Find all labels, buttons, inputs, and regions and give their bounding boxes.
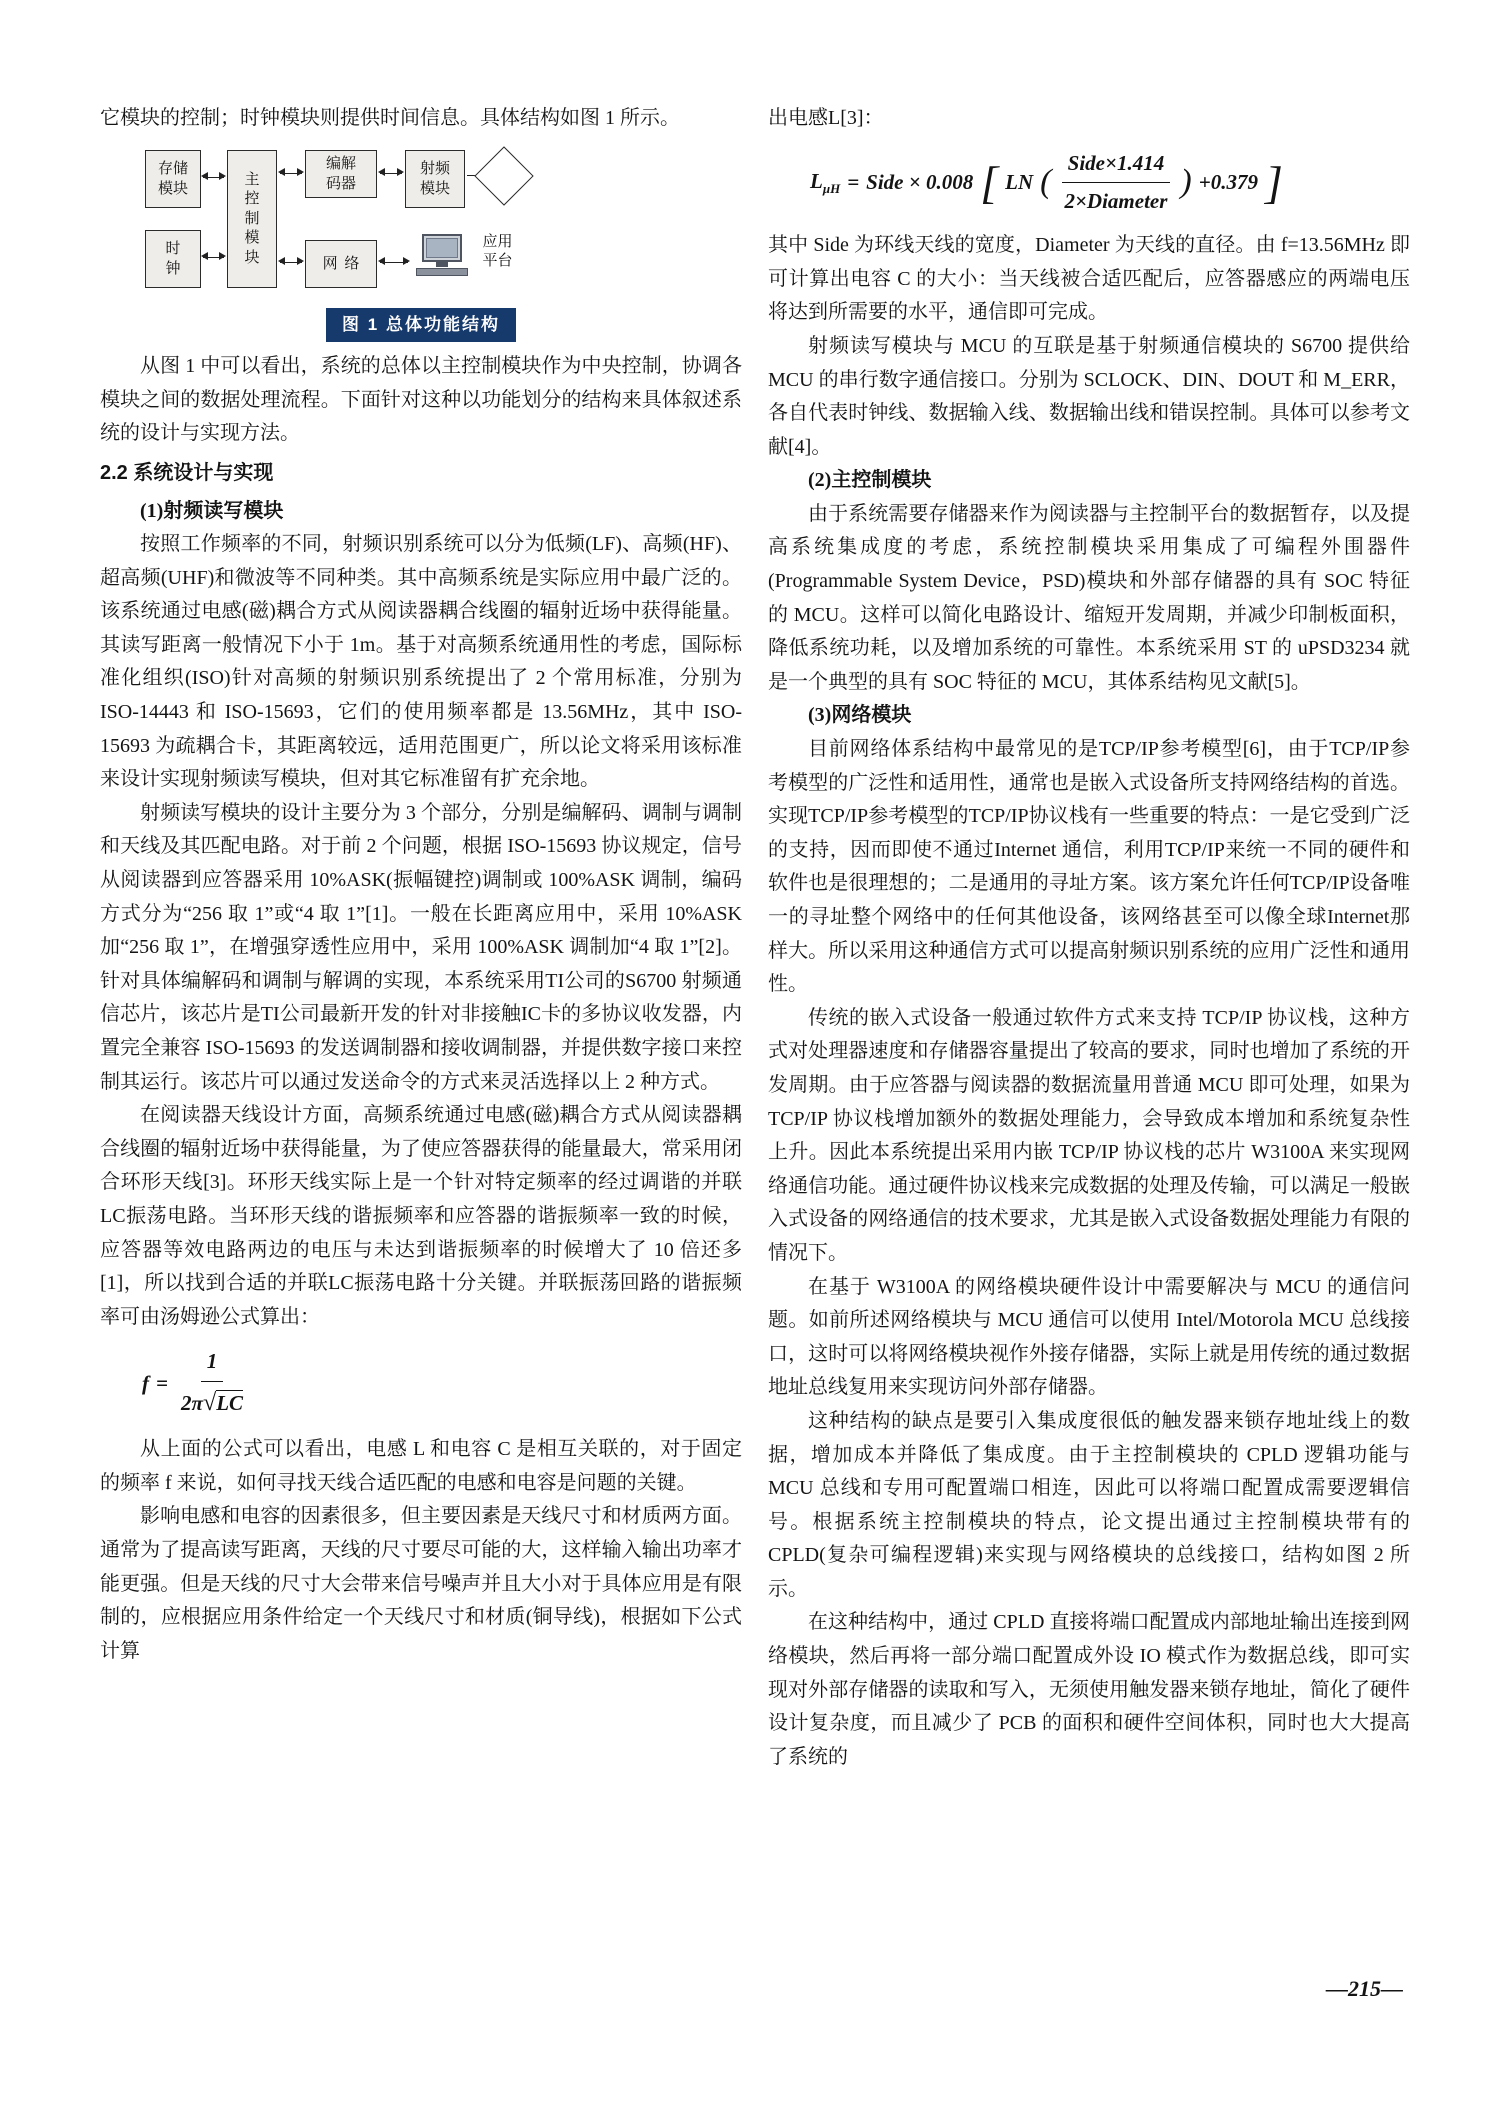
close-paren: ): [1180, 163, 1192, 201]
constant-term: +0.379: [1198, 169, 1258, 194]
formula-thomson: [142, 1344, 742, 1423]
left-column: [100, 102, 742, 1774]
paragraph-side-diameter: 其中 Side 为环线天线的宽度，Diameter 为天线的直径。由 f=13.56MHz 即可计算出电容 C 的大小：当天线被合适匹配后，应答器感应的两端电压将达到所需要的水平，通信即可完成。: [768, 234, 1410, 324]
figure-1-caption: 图 1 总体功能结构: [100, 308, 742, 343]
block-clock-module: 时钟: [145, 230, 201, 288]
paragraph-w3100a-design: 在基于 W3100A 的网络模块硬件设计中需要解决与 MCU 的通信问题。如前所述网络模块与 MCU 通信可以使用 Intel/Motorola MCU 总线接口，这时可以将网络模块视作外接存储器，实际上就是用传统的通过数据地址总线复用来实现访问外部存储器。: [768, 1275, 1410, 1399]
paragraph-inductance-factors: 影响电感和电容的因素很多，但主要因素是天线尺寸和材质两方面。通常为了提高读写距离，天线的尺寸要尽可能的大，这样输入输出功率才能更强。但是天线的尺寸大会带来信号噪声并且大小对于具体应用是有限制的，应根据应用条件给定一个天线尺寸和材质(铜导线)，根据如下公式计算: [100, 1505, 742, 1662]
arrow-main-network: [280, 262, 302, 263]
arrow-network-computer: [380, 262, 408, 263]
paragraph-intro: 它模块的控制；时钟模块则提供时间信息。具体结构如图 1 所示。: [100, 107, 680, 129]
equals-sign: =: [156, 1371, 168, 1396]
formula-lhs: $L_{\mu H}$: [810, 169, 841, 197]
block-main-control-module: 主控制模块: [227, 150, 277, 288]
subheading-main-control: (2)主控制模块: [808, 469, 932, 492]
ln-function: LN: [1005, 169, 1034, 194]
paragraph-formula-note: 从上面的公式可以看出，电感 L 和电容 C 是相互关联的，对于固定的频率 f 来说，如何寻找天线合适匹配的电感和电容是问题的关键。: [100, 1438, 742, 1494]
block-storage-module: 存储模块: [145, 150, 201, 208]
denominator: 2×Diameter: [1064, 188, 1168, 213]
paragraph-tcpip-model: 目前网络体系结构中最常见的是TCP/IP参考模型[6]，由于TCP/IP参考模型的广泛性和适用性，通常也是嵌入式设备所支持网络结构的首选。实现TCP/IP参考模型的TCP/IP协议栈有一些重要的特点：一是它受到广泛的支持，因而即使不通过Internet 通信，利用TCP/IP来统一不同的硬件和软件也是很理想的；二是通用的寻址方案。该方案允许任何TCP/IP设备唯一的寻址整个网络中的任何其他设备，该网络甚至可以像全球Internet那样大。所以采用这种通信方式可以提高射频识别系统的应用广泛性和通用性。: [768, 738, 1410, 996]
close-bracket: ]: [1264, 156, 1283, 208]
monitor: [422, 234, 462, 262]
antenna-icon: [474, 146, 533, 205]
fraction: [175, 1344, 249, 1423]
formula-lhs: f: [142, 1371, 149, 1396]
block-network: 网络: [305, 240, 377, 288]
paragraph-after-figure: 从图 1 中可以看出，系统的总体以主控制模块作为中央控制，协调各模块之间的数据处理流程。下面针对这种以功能划分的结构来具体叙述系统的设计与实现方法。: [100, 355, 742, 445]
figure-1: [100, 146, 742, 343]
equals-sign: =: [847, 169, 860, 194]
block-codec: 编解码器: [305, 150, 377, 198]
block-rf-module: 射频模块: [405, 150, 465, 208]
formula-inductance: [810, 146, 1410, 220]
paragraph-rf-design: 射频读写模块的设计主要分为 3 个部分，分别是编解码、调制与调制和天线及其匹配电路。对于前 2 个问题，根据 ISO-15693 协议规定，信号从阅读器到应答器采用 10%ASK(振幅键控)调制或 100%ASK 调制，编码方式分为“256 取 1”或“4 取 1”[1]。一般在长距离应用中，采用 10%ASK 加“256 取 1”，在增强穿透性应用中，采用 100%ASK 调制加“4 取 1”[2]。针对具体编解码和调制与解调的实现，本系统采用TI公司的S6700 射频通信芯片，该芯片是TI公司最新开发的针对非接触IC卡的多协议收发器，内置完全兼容 ISO-15693 的发送调制器和接收调制器，并提供数字接口来控制其运行。该芯片可以通过发送命令的方式来灵活选择以上 2 种方式。: [100, 801, 742, 1093]
open-paren: (: [1040, 163, 1052, 201]
screen: [426, 238, 458, 258]
denominator: 2π√LC: [180, 1388, 244, 1416]
right-column: [768, 102, 1410, 1774]
page-number: —215—: [1326, 1976, 1403, 2001]
arrow-storage-main: [203, 177, 224, 178]
monitor-stand: [436, 262, 448, 267]
arrow-clock-main: [203, 257, 224, 258]
paragraph-mcu-interface: 射频读写模块与 MCU 的互联是基于射频通信模块的 S6700 提供给 MCU 的串行数字通信接口。分别为 SCLOCK、DIN、DOUT 和 M_ERR，各自代表时钟线、数据输入线、数据输出线和错误控制。具体可以参考文献[4]。: [768, 334, 1410, 458]
paragraph-cpld-structure: 在这种结构中，通过 CPLD 直接将端口配置成内部地址输出连接到网络模块，然后再将一部分端口配置成外设 IO 模式作为数据总线，即可实现对外部存储器的读取和写入，无须使用触发器来锁存地址，简化了硬件设计复杂度，而且减少了 PCB 的面积和硬件空间体积，同时也大大提高了系统的: [768, 1611, 1410, 1768]
open-bracket: [: [980, 156, 999, 208]
paragraph-antenna-design: 在阅读器天线设计方面，高频系统通过电感(磁)耦合方式从阅读器耦合线圈的辐射近场中获得能量，为了使应答器获得的能量最大，常采用闭合环形天线[3]。环形天线实际上是一个针对特定频率的经过调谐的并联LC振荡电路。当环形天线的谐振频率和应答器的谐振频率一致的时候，应答器等效电路两边的电压与未达到谐振频率的时候增大了 10 倍还多[1]，所以找到合适的并联LC振荡电路十分关键。并联振荡回路的谐振频率可由汤姆逊公式算出：: [100, 1104, 742, 1328]
fraction: [1058, 146, 1173, 220]
numerator: 1: [201, 1344, 224, 1381]
sqrt-icon: √: [202, 1388, 217, 1416]
paragraph-main-control: 由于系统需要存储器来作为阅读器与主控制平台的数据暂存，以及提高系统集成度的考虑，系统控制模块采用集成了可编程外围器件(Programmable System Device，PSD)模块和外部存储器的具有 SOC 特征的 MCU。这样可以简化电路设计、缩短开发周期，并减少印制板面积，降低系统功耗，以及增加系统的可靠性。本系统采用 ST 的 uPSD3234 就是一个典型的具有 SOC 特征的 MCU，其体系结构见文献[5]。: [768, 502, 1410, 693]
paragraph-embedded-tcpip: 传统的嵌入式设备一般通过软件方式来支持 TCP/IP 协议栈，这种方式对处理器速度和存储器容量提出了较高的要求，同时也增加了系统的开发周期。由于应答器与阅读器的数据流量用普通 MCU 即可处理，如果为 TCP/IP 协议栈增加额外的数据处理能力，会导致成本增加和系统复杂性上升。因此本系统提出采用内嵌 TCP/IP 协议栈的芯片 W3100A 来实现网络通信功能。通过硬件协议栈来完成数据的处理及传输，可以满足一般嵌入式设备的网络通信的技术要求，尤其是嵌入式设备数据处理能力有限的情况下。: [768, 1006, 1410, 1264]
arrow-main-codec: [280, 173, 302, 174]
two-column-layout: [100, 102, 1410, 1774]
paragraph-structure-drawback: 这种结构的缺点是要引入集成度很低的触发器来锁存地址线上的数据，增加成本并降低了集成度。由于主控制模块的 CPLD 逻辑功能与 MCU 总线和专用可配置端口相连，因此可以将端口配置成需要逻辑信号。根据系统主控制模块的特点，论文提出通过主控制模块带有的 CPLD(复杂可编程逻辑)来实现与网络模块的总线接口，结构如图 2 所示。: [768, 1409, 1410, 1600]
subscript: μH: [822, 181, 841, 197]
label-app-platform: 应用平台: [482, 232, 513, 270]
numerator: Side×1.414: [1062, 146, 1171, 183]
coefficient: Side × 0.008: [866, 169, 974, 194]
subheading-network-module: (3)网络模块: [808, 704, 912, 727]
keyboard: [416, 268, 468, 276]
computer-icon: [413, 234, 471, 294]
paragraph-frequency-classes: 按照工作频率的不同，射频识别系统可以分为低频(LF)、高频(HF)、超高频(UHF)和微波等不同种类。其中高频系统是实际应用中最广泛的。该系统通过电感(磁)耦合方式从阅读器耦合线圈的辐射近场中获得能量。其读写距离一般情况下小于 1m。基于对高频系统通用性的考虑，国际标准化组织(ISO)针对高频的射频识别系统提出了 2 个常用标准，分别为 ISO-14443 和 ISO-15693，它们的使用频率都是 13.56MHz，其中 ISO-15693 为疏耦合卡，其距离较远，适用范围更广，所以论文将采用该标准来设计实现射频读写模块，但对其它标准留有扩充余地。: [100, 533, 742, 791]
figure-1-diagram: [141, 146, 701, 298]
section-heading-2-2: 2.2 系统设计与实现: [100, 461, 274, 484]
paragraph-inductance-intro: 出电感L[3]：: [768, 107, 884, 129]
arrow-codec-rf: [380, 173, 402, 174]
subheading-rf-module: (1)射频读写模块: [140, 499, 284, 522]
